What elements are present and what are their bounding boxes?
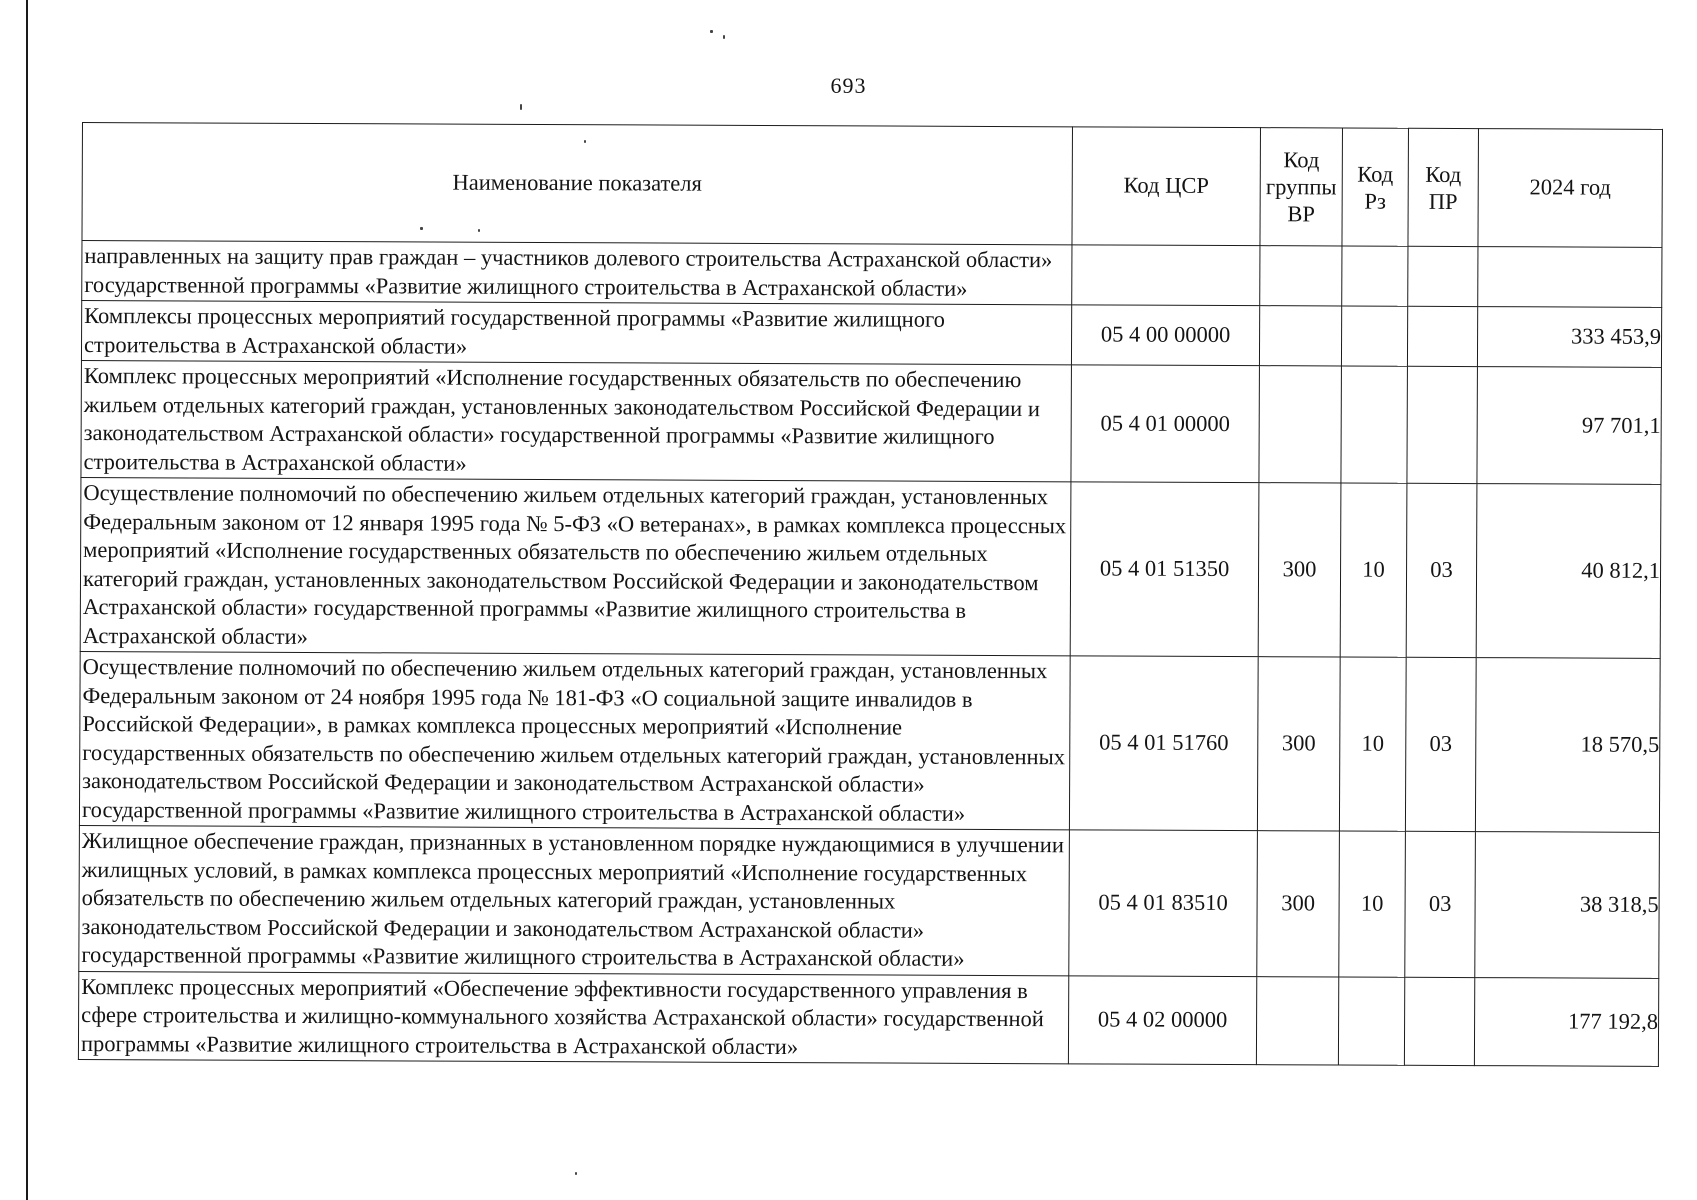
scan-speck — [478, 229, 480, 232]
table-row — [81, 360, 1661, 484]
cell-name: Осуществление полномочий по обеспечению жильем отдельных категорий граждан, установленных Федеральным законом от 12 января 1995 года № 5-ФЗ «О ветеранах», в рамках комплекса процессных мероприятий «Исполнение государственных обязательств по обеспечению жильем отдельных категорий граждан, установленных законодательством Российской Федерации и законодательством Астраханской области» государственной программы «Развитие жилищного строительства в Астраханской области» — [80, 477, 1071, 655]
cell-amount: 40 812,1 — [1476, 484, 1661, 659]
cell-vr — [1259, 306, 1341, 366]
cell-vr: 300 — [1258, 483, 1341, 657]
page-number: 693 — [830, 73, 867, 98]
cell-name: Осуществление полномочий по обеспечению жильем отдельных категорий граждан, установленных Федеральным законом от 24 ноября 1995 года № 181-ФЗ «О социальной защите инвалидов в Российской Федерации», в рамках комплекса процессных мероприятий «Исполнение государственных обязательств по обеспечению жильем отдельных категорий граждан, установленных законодательством Российской Федерации и законодательством Астраханской области» государственной программы «Развитие жилищного строительства в Астраханской области» — [79, 651, 1070, 829]
cell-rz: 10 — [1339, 657, 1406, 831]
table-row — [82, 241, 1662, 308]
cell-csr — [1072, 245, 1260, 306]
cell-pr: 03 — [1406, 483, 1477, 657]
cell-name: Комплексы процессных мероприятий государственной программы «Развитие жилищного строительства в Астраханской области» — [81, 301, 1071, 365]
table-header-row — [82, 123, 1662, 248]
cell-csr: 05 4 01 83510 — [1069, 830, 1258, 976]
cell-csr: 05 4 01 51350 — [1070, 482, 1259, 657]
header-pr: Код ПР — [1408, 128, 1479, 246]
cell-pr — [1404, 977, 1474, 1066]
header-vr: Код группы ВР — [1260, 128, 1343, 246]
cell-pr — [1407, 366, 1478, 483]
cell-rz: 10 — [1339, 831, 1406, 977]
cell-name: Комплекс процессных мероприятий «Исполнение государственных обязательств по обеспечению жильем отдельных категорий граждан, установленных законодательством Российской Федерации и законодательством Астраханской области» государственной программы «Развитие жилищного строительства в Астраханской области» — [81, 360, 1072, 481]
cell-vr — [1256, 976, 1338, 1065]
table-row — [80, 477, 1661, 658]
scan-speck — [584, 140, 586, 143]
header-year: 2024 год — [1478, 129, 1663, 248]
cell-csr: 05 4 02 00000 — [1068, 975, 1256, 1064]
scan-speck — [420, 227, 423, 230]
cell-pr: 03 — [1405, 831, 1476, 977]
cell-amount: 18 570,5 — [1475, 658, 1660, 833]
cell-amount: 38 318,5 — [1475, 832, 1660, 978]
table-row — [79, 825, 1660, 977]
cell-csr: 05 4 01 00000 — [1071, 365, 1260, 483]
cell-name: Комплекс процессных мероприятий «Обеспечение эффективности государственного управления в сфере строительства и жилищно-коммунального хозяйства Астраханской области» государственной программы «Развитие жилищного строительства в Астраханской области» — [78, 971, 1068, 1064]
header-rz: Код Рз — [1342, 128, 1409, 246]
table-row — [78, 971, 1658, 1066]
cell-amount: 333 453,9 — [1477, 307, 1661, 368]
cell-vr: 300 — [1257, 657, 1340, 831]
cell-amount — [1478, 247, 1662, 308]
cell-pr: 03 — [1405, 657, 1476, 831]
cell-pr — [1407, 306, 1477, 366]
cell-rz — [1342, 246, 1408, 306]
header-csr: Код ЦСР — [1072, 127, 1261, 246]
scan-left-edge — [26, 0, 28, 1200]
scan-speck — [520, 104, 522, 110]
cell-rz — [1341, 366, 1408, 483]
cell-rz: 10 — [1340, 483, 1407, 657]
cell-vr: 300 — [1257, 831, 1340, 977]
cell-csr: 05 4 00 00000 — [1071, 305, 1259, 366]
scan-speck — [575, 1172, 577, 1175]
cell-vr — [1259, 366, 1342, 483]
header-name: Наименование показателя — [82, 123, 1073, 245]
cell-pr — [1408, 246, 1478, 306]
cell-amount: 97 701,1 — [1477, 367, 1662, 485]
table-row — [79, 651, 1660, 832]
table-row — [81, 301, 1661, 368]
cell-rz — [1338, 976, 1404, 1065]
cell-vr — [1260, 246, 1342, 306]
budget-table — [78, 122, 1663, 1067]
scan-speck — [710, 30, 713, 33]
cell-rz — [1341, 306, 1407, 366]
cell-name: направленных на защиту прав граждан – участников долевого строительства Астраханской области» государственной программы «Развитие жилищного строительства в Астраханской области» — [82, 241, 1072, 305]
scan-speck — [723, 35, 725, 39]
cell-amount: 177 192,8 — [1474, 977, 1658, 1066]
cell-csr: 05 4 01 51760 — [1069, 656, 1258, 831]
cell-name: Жилищное обеспечение граждан, признанных в установленном порядке нуждающимися в улучшении жилищных условий, в рамках комплекса процессных мероприятий «Исполнение государственных обязательств по обеспечению жильем отдельных категорий граждан, установленных законодательством Российской Федерации и законодательством Астраханской области» государственной программы «Развитие жилищного строительства в Астраханской области» — [79, 825, 1070, 975]
